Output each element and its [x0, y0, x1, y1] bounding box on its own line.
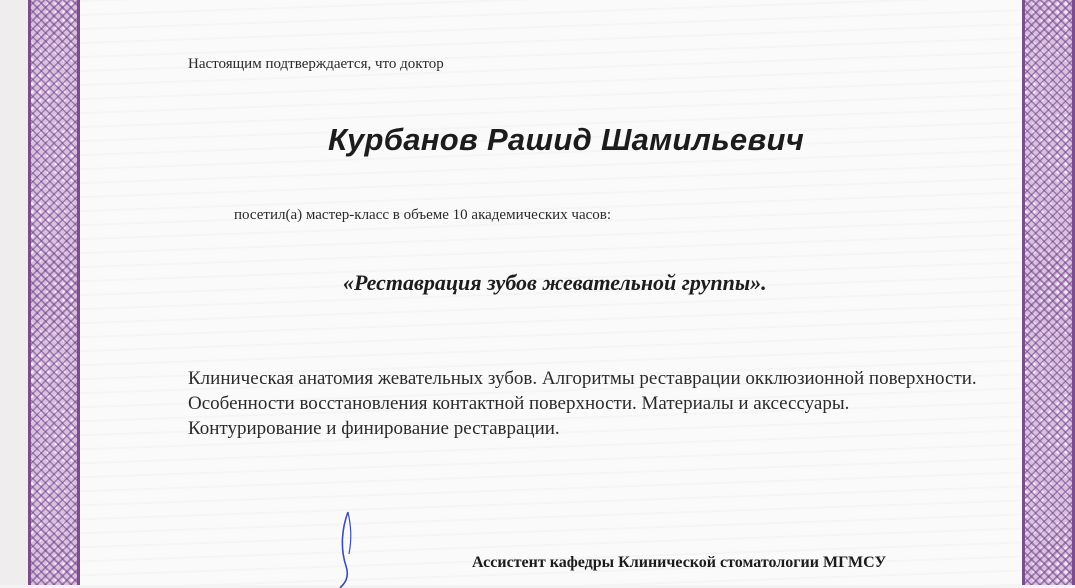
course-title: «Реставрация зубов жевательной группы». [343, 270, 767, 295]
signer-title: Ассистент кафедры Клинической стоматологии МГМСУ [472, 554, 887, 571]
ornamental-border-left [28, 0, 80, 585]
ornamental-border-right [1022, 0, 1075, 585]
intro-text: Настоящим подтверждается, что доктор [188, 56, 444, 72]
attendance-text: посетил(а) мастер-класс в объеме 10 академических часов: [234, 207, 612, 223]
course-description: Клиническая анатомия жевательных зубов. Алгоритмы реставрации окклюзионной поверхности. Особенности восстановления контактной поверхности. Материалы и аксессуары. Контурирование и финирование реставрации. [188, 368, 977, 439]
page-edge [0, 0, 28, 585]
signature-mark [318, 508, 378, 588]
recipient-name: Курбанов Рашид Шамильевич [328, 122, 805, 157]
